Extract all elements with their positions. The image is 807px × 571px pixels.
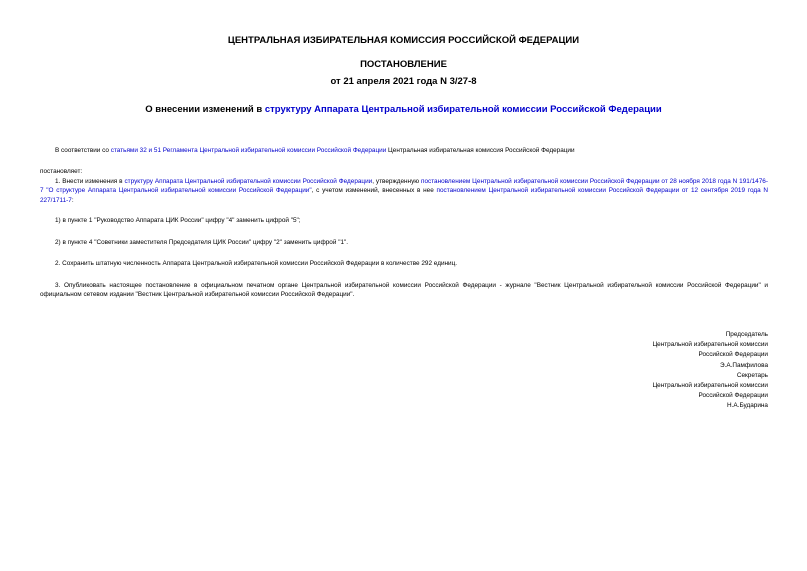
secretary-name: Н.А.Бударина — [727, 402, 768, 410]
preamble-text-after: Центральная избирательная комиссия Российской Федерации — [386, 147, 575, 154]
secretary-org-line-2: Российской Федерации — [698, 392, 768, 400]
item-1-resolution-2018-link[interactable]: постановлением Центральной избирательной комиссии Российской Федерации от 28 ноября 2018 года N 191/1476-7 "О структуре Аппарата Центральной избирательной комиссии Российской Федерации" — [40, 178, 768, 195]
preamble-regulation-link[interactable]: статьями 32 и 51 Регламента Центральной избирательной комиссии Российской Федерации — [110, 147, 387, 154]
item-3-paragraph: 3. Опубликовать настоящее постановление в официальном печатном органе Центральной избирательной комиссии Российской Федерации - журнале "Вестник Центральной избирательной комиссии Российской Федерации" и официальном сетевом издании "Вестник Центральной избирательной комиссии Российской Федерации". — [40, 282, 768, 299]
preamble-paragraph — [40, 146, 768, 155]
preamble-text-before: В соответствии со — [55, 147, 111, 154]
chair-name: Э.А.Памфилова — [719, 361, 768, 369]
item-2-paragraph: 2. Сохранить штатную численность Аппарата Центральной избирательной комиссии Российской Федерации в количестве 292 единиц. — [55, 260, 458, 267]
item-1-part-2: , утвержденную — [372, 178, 421, 185]
sub-item-2: 2) в пункте 4 "Советники заместителя Председателя ЦИК России" цифру "2" заменить цифрой "1". — [55, 239, 349, 246]
document-title — [0, 104, 807, 116]
item-1-paragraph — [40, 177, 768, 205]
item-1-part-3: , с учетом изменений, внесенных в нее — [311, 187, 437, 195]
item-1-part-4: : — [71, 196, 74, 204]
item-1-structure-link[interactable]: структуру Аппарата Центральной избирательной комиссии Российской Федерации — [124, 178, 373, 185]
title-structure-link[interactable]: структуру Аппарата Центральной избирательной комиссии Российской Федерации — [264, 104, 662, 115]
chair-org-line-1: Центральной избирательной комиссии — [652, 341, 768, 349]
sub-item-1: 1) в пункте 1 "Руководство Аппарата ЦИК России" цифру "4" заменить цифрой "5"; — [55, 217, 301, 224]
item-1-part-1: 1. Внести изменения в — [55, 178, 125, 185]
document-type: ПОСТАНОВЛЕНИЕ — [360, 59, 447, 70]
document-date-number: от 21 апреля 2021 года N 3/27-8 — [330, 76, 477, 87]
chair-title: Председатель — [725, 331, 768, 338]
signature-block — [652, 330, 768, 412]
title-prefix: О внесении изменений в — [145, 104, 265, 115]
issuing-organization: ЦЕНТРАЛЬНАЯ ИЗБИРАТЕЛЬНАЯ КОМИССИЯ РОССИЙСКОЙ ФЕДЕРАЦИИ — [227, 35, 580, 46]
resolves-label: постановляет: — [40, 168, 83, 175]
chair-org-line-2: Российской Федерации — [698, 351, 768, 359]
secretary-org-line-1: Центральной избирательной комиссии — [652, 382, 768, 390]
secretary-title: Секретарь — [736, 371, 768, 379]
item-1-resolution-2019-link[interactable]: постановлением Центральной избирательной комиссии Российской Федерации от 12 сентября 2019 года N 227/1711-7 — [40, 187, 768, 204]
